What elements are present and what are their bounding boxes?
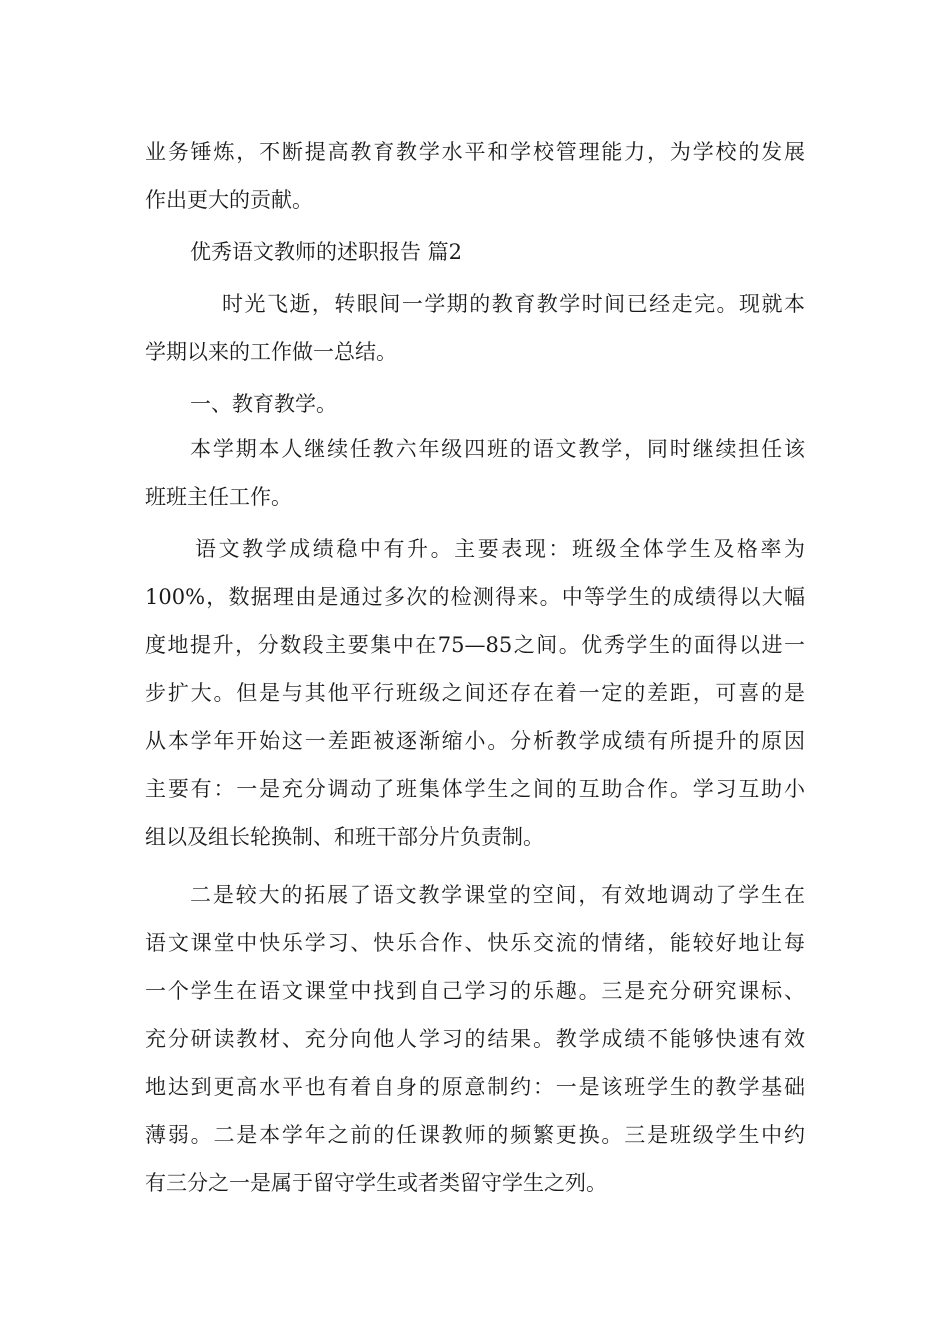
text-line: 从本学年开始这一差距被逐渐缩小。分析教学成绩有所提升的原因 <box>145 729 805 753</box>
section-heading: 一、教育教学。 <box>190 392 337 416</box>
text-line: 作出更大的贡献。 <box>145 188 313 212</box>
text-line: 步扩大。但是与其他平行班级之间还存在着一定的差距，可喜的是 <box>145 681 805 705</box>
text-line: 一个学生在语文课堂中找到自己学习的乐趣。三是充分研究课标、 <box>145 979 805 1003</box>
text-line: 度地提升，分数段主要集中在75—85之间。优秀学生的面得以进一 <box>145 633 805 657</box>
text-line: 语文课堂中快乐学习、快乐合作、快乐交流的情绪，能较好地让每 <box>145 931 805 955</box>
text-line: 有三分之一是属于留守学生或者类留守学生之列。 <box>145 1171 607 1195</box>
text-line: 100%，数据理由是通过多次的检测得来。中等学生的成绩得以大幅 <box>145 585 805 609</box>
text-line: 主要有：一是充分调动了班集体学生之间的互助合作。学习互助小 <box>145 777 805 801</box>
text-line: 学期以来的工作做一总结。 <box>145 340 397 364</box>
section-title: 优秀语文教师的述职报告 篇2 <box>190 240 463 264</box>
text-line: 薄弱。二是本学年之前的任课教师的频繁更换。三是班级学生中约 <box>145 1123 805 1147</box>
text-line: 班班主任工作。 <box>145 485 292 509</box>
text-line: 业务锤炼，不断提高教育教学水平和学校管理能力，为学校的发展 <box>145 140 805 164</box>
text-line: 本学期本人继续任教六年级四班的语文教学，同时继续担任该 <box>190 437 805 461</box>
text-line: 地达到更高水平也有着自身的原意制约：一是该班学生的教学基础 <box>145 1075 805 1099</box>
text-line: 时光飞逝，转眼间一学期的教育教学时间已经走完。现就本 <box>222 292 805 316</box>
text-line: 组以及组长轮换制、和班干部分片负责制。 <box>145 825 544 849</box>
text-line: 充分研读教材、充分向他人学习的结果。教学成绩不能够快速有效 <box>145 1027 805 1051</box>
text-line: 二是较大的拓展了语文教学课堂的空间，有效地调动了学生在 <box>190 883 805 907</box>
text-line: 语文教学成绩稳中有升。主要表现：班级全体学生及格率为 <box>195 537 805 561</box>
